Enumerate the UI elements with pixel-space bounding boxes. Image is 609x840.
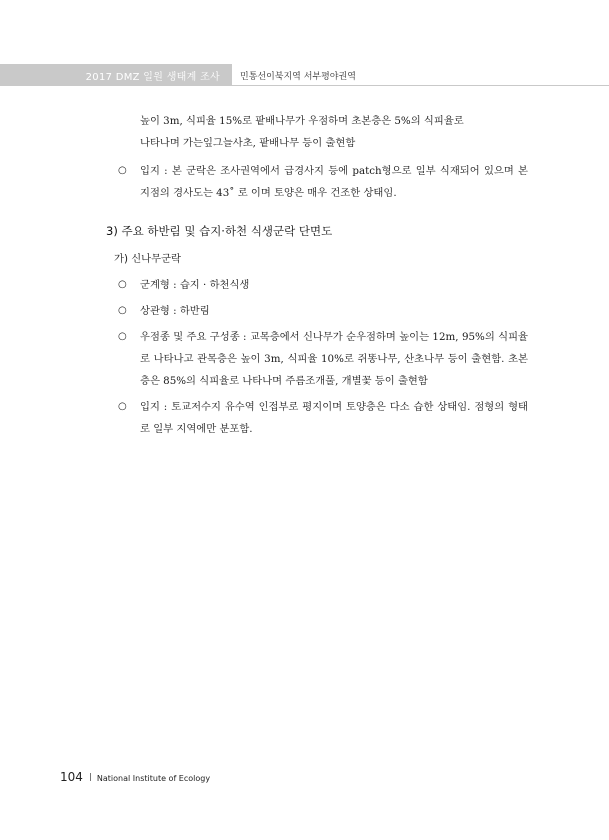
bullet-icon: ○ (118, 401, 127, 412)
location-paragraph: 입지 : 본 군락은 조사권역에서 급경사지 등에 patch형으로 일부 식재되어 있으며 본 지점의 경사도는 43˚ 로 이며 토양은 매우 건조한 상태임. (140, 165, 528, 199)
footer-organization: National Institute of Ecology (96, 774, 211, 783)
header-title: 민통선이북지역 서부평야권역 (240, 72, 356, 82)
intro-paragraph-line1: 높이 3m, 식피율 15%로 팥배나무가 우점하며 초본층은 5%의 식피율로 (140, 115, 464, 127)
section-heading: 3) 주요 하반림 및 습지·하천 식생군락 단면도 (106, 224, 333, 238)
bullet-icon: ○ (118, 305, 127, 316)
bullet-icon: ○ (118, 165, 127, 176)
list-item (118, 300, 528, 322)
list-item (118, 396, 528, 440)
bullet-text: 우점종 및 주요 구성종 : 교목층에서 신나무가 순우점하며 높이는 12m, 95%의 식피율로 나타나고 관목층은 높이 3m, 식피율 10%로 쥐똥나무, 산초나무 등이 출현함. 초본층은 85%의 식피율로 나타나며 주름조개풀, 개별꽃 등이 출현함 (140, 331, 528, 387)
page-number: 104 (60, 770, 83, 784)
list-item (118, 160, 528, 204)
bullet-icon: ○ (118, 279, 127, 290)
bullet-text: 입지 : 토교저수지 유수역 인접부로 평지이며 토양층은 다소 습한 상태임. 점형의 형태로 일부 지역에만 분포함. (140, 401, 528, 435)
sub-heading: 가) 신나무군락 (114, 253, 181, 265)
header-label-bar (0, 64, 232, 86)
page-content (106, 110, 528, 440)
page-footer (60, 770, 210, 784)
intro-paragraph-line2: 나타나며 가는잎그늘사초, 팥배나무 등이 출현함 (140, 137, 356, 149)
bullet-icon: ○ (118, 331, 127, 342)
page-header (0, 64, 609, 86)
header-divider (232, 85, 609, 86)
bullet-text: 상관형 : 하반림 (140, 305, 210, 317)
list-item (118, 326, 528, 392)
header-label: 2017 DMZ 일원 생태계 조사 (85, 72, 220, 83)
bullet-text: 군계형 : 습지 · 하천식생 (140, 279, 250, 291)
footer-separator (90, 773, 91, 781)
list-item (118, 274, 528, 296)
